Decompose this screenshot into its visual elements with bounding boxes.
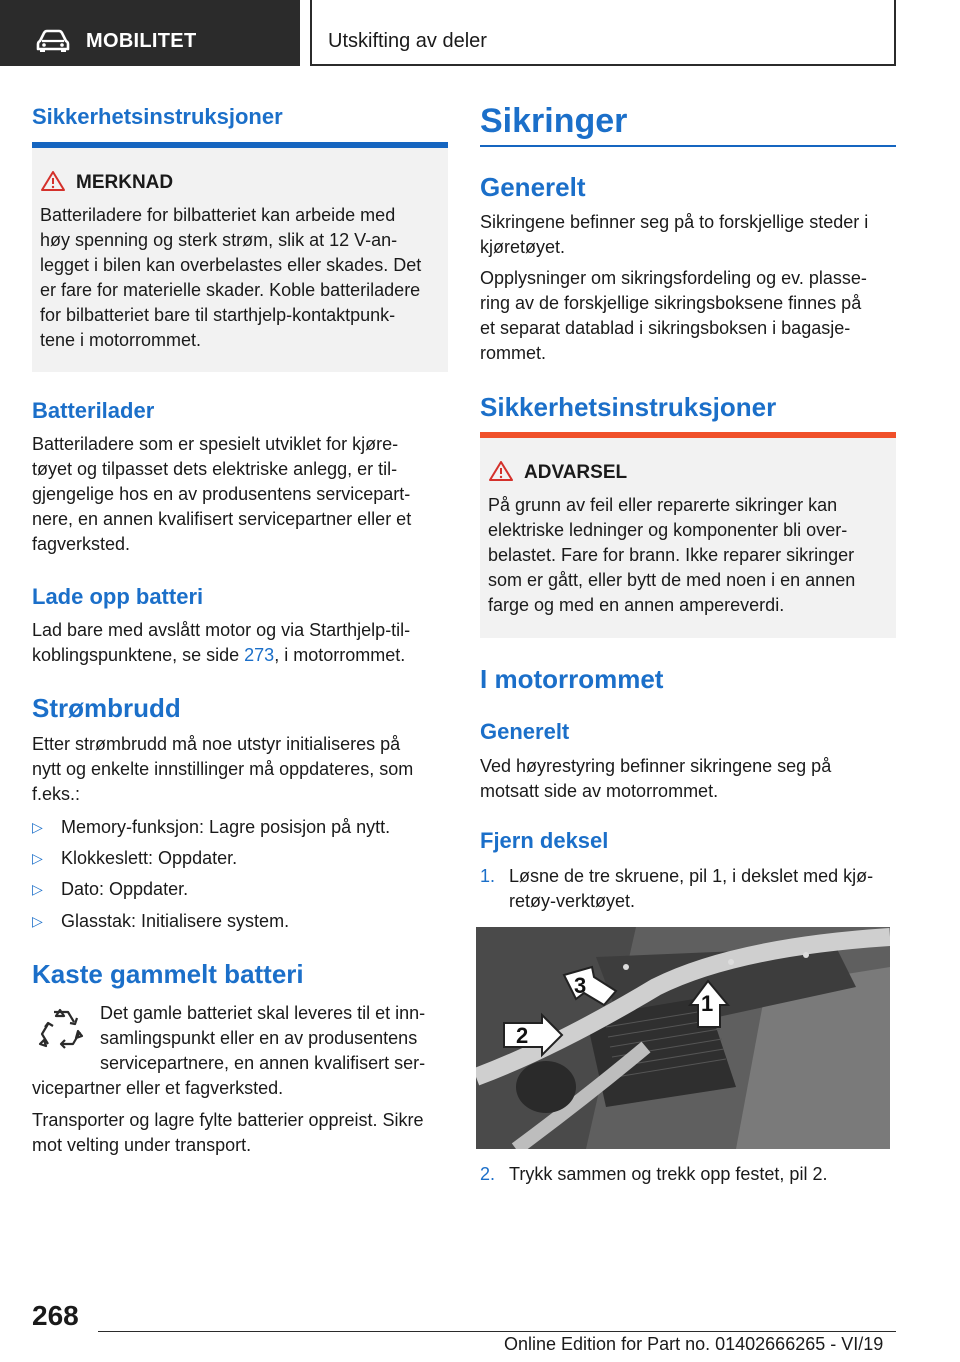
list-item-text: Memory-funksjon: Lagre posisjon på nytt. [61, 817, 391, 837]
page-link[interactable]: 273 [244, 645, 275, 665]
note-text [40, 203, 444, 353]
text-line: mot velting under transport. [32, 1135, 252, 1155]
text-line: Lad bare med avslått motor og via Starthjelp-til- [32, 620, 411, 640]
note-line: Batteriladere for bilbatteriet kan arbeide med [40, 205, 396, 225]
step-number: 2. [480, 1164, 496, 1184]
text-segment: , i motorrommet. [274, 645, 406, 665]
warning-line: På grunn av feil eller reparerte sikringer kan [488, 495, 838, 515]
info-text [480, 266, 867, 366]
text-line: Det gamle batteriet skal leveres til et inn- [100, 1003, 426, 1023]
text-line: ring av de forskjellige sikringsboksene finnes på [480, 293, 862, 313]
recycle-icon [34, 1004, 88, 1058]
text-line: Etter strømbrudd må noe utstyr initialiseres på [32, 734, 401, 754]
section-label: MOBILITET [86, 30, 197, 52]
text-line: Løsne de tre skruene, pil 1, i dekslet med kjø- [509, 866, 874, 886]
chapter-title: Utskifting av deler [328, 30, 487, 52]
charger-text [32, 432, 411, 557]
step-text: Trykk sammen og trekk opp festet, pil 2. [509, 1164, 828, 1184]
safety-heading: Sikkerhetsinstruksjoner [32, 104, 283, 129]
text-line: Opplysninger om sikringsfordeling og ev. plasse- [480, 268, 867, 288]
transport-text [32, 1108, 424, 1158]
edition-text: Online Edition for Part no. 01402666265 - VI/19 [504, 1334, 884, 1354]
warning-line: belastet. Fare for brann. Ikke reparer sikringer [488, 545, 855, 565]
text-line: tøyet og tilpasset dets elektriske anlegg, er til- [32, 459, 398, 479]
text-line: Sikringene befinner seg på to forskjellige steder i [480, 212, 869, 232]
engine-general-heading: Generelt [480, 719, 570, 744]
text-line: kjøretøyet. [480, 237, 566, 257]
note-title: MERKNAD [76, 172, 174, 193]
footer-rule [98, 1331, 896, 1332]
text-line: f.eks.: [32, 784, 81, 804]
safety-heading-right: Sikkerhetsinstruksjoner [480, 392, 777, 422]
charge-heading: Lade opp batteri [32, 584, 204, 609]
charger-heading: Batterilader [32, 398, 155, 423]
arrow-label-1: 1 [701, 991, 714, 1016]
chapter-tab [310, 0, 896, 66]
text-line: retøy-verktøyet. [509, 891, 636, 911]
text-segment: koblingspunktene, se side [32, 645, 245, 665]
general-text [480, 210, 868, 260]
arrow-label-2: 2 [516, 1023, 529, 1048]
step-text [509, 864, 873, 914]
text-line: nere, en annen kvalifisert servicepartner eller et [32, 509, 412, 529]
warning-box [480, 438, 896, 638]
outage-text [32, 732, 413, 807]
text-line: nytt og enkelte innstillinger må oppdateres, som [32, 759, 414, 779]
warning-triangle-icon [488, 460, 514, 482]
note-box [32, 148, 448, 372]
bullet-marker: ▷ [32, 881, 43, 897]
page-header [0, 0, 960, 66]
dispose-heading: Kaste gammelt batteri [32, 959, 304, 989]
cover-heading: Fjern deksel [480, 828, 609, 853]
note-line: legget i bilen kan overbelastes eller skades. Det [40, 255, 422, 275]
text-line: Ved høyrestyring befinner sikringene seg på [480, 756, 832, 776]
engine-general-text [480, 754, 831, 804]
car-icon [36, 29, 70, 53]
text-line: Transporter og lagre fylte batterier oppreist. Sikre [32, 1110, 424, 1130]
general-heading: Generelt [480, 172, 586, 202]
note-line: tene i motorrommet. [40, 330, 202, 350]
dispose-text [100, 1001, 425, 1076]
section-tab [0, 0, 300, 66]
warning-text [488, 493, 892, 618]
bullet-marker: ▷ [32, 819, 43, 835]
outage-heading: Strømbrudd [32, 693, 181, 723]
dispose-text-end: vicepartner eller et fagverksted. [32, 1078, 284, 1098]
list-item-text: Dato: Oppdater. [61, 879, 189, 899]
bullet-marker: ▷ [32, 850, 43, 866]
text-line [32, 643, 410, 668]
engine-heading: I motorrommet [480, 664, 664, 694]
text-line: samlingspunkt eller en av produsentens [100, 1028, 418, 1048]
fuses-heading: Sikringer [480, 102, 628, 140]
charge-text [32, 618, 410, 668]
heading-rule [480, 145, 896, 147]
warning-line: elektriske ledninger og komponenter bli over- [488, 520, 848, 540]
warning-triangle-icon [40, 170, 66, 192]
warning-title: ADVARSEL [524, 462, 628, 483]
text-line: et separat datablad i sikringsboksen i bagasje- [480, 318, 851, 338]
list-item-text: Glasstak: Initialisere system. [61, 911, 290, 931]
engine-bay-photo [476, 927, 890, 1149]
text-line: gjengelige hos en av produsentens servicepart- [32, 484, 411, 504]
text-line: servicepartnere, en annen kvalifisert ser- [100, 1053, 426, 1073]
warning-line: farge og med en annen ampereverdi. [488, 595, 785, 615]
page-number: 268 [32, 1300, 79, 1331]
note-line: er fare for materielle skader. Koble batteriladere [40, 280, 421, 300]
engine-bay-illustration [476, 927, 890, 1149]
text-line: fagverksted. [32, 534, 131, 554]
list-item-text: Klokkeslett: Oppdater. [61, 848, 238, 868]
text-line: rommet. [480, 343, 547, 363]
bullet-marker: ▷ [32, 913, 43, 929]
arrow-label-3: 3 [574, 973, 587, 998]
warning-line: som er gått, eller bytt de med noen i en annen [488, 570, 856, 590]
step-number: 1. [480, 866, 496, 886]
note-line: høy spenning og sterk strøm, slik at 12 V-an- [40, 230, 398, 250]
note-line: for bilbatteriet bare til starthjelp-kontaktpunk- [40, 305, 396, 325]
text-line: Batteriladere som er spesielt utviklet for kjøre- [32, 434, 399, 454]
text-line: motsatt side av motorrommet. [480, 781, 719, 801]
